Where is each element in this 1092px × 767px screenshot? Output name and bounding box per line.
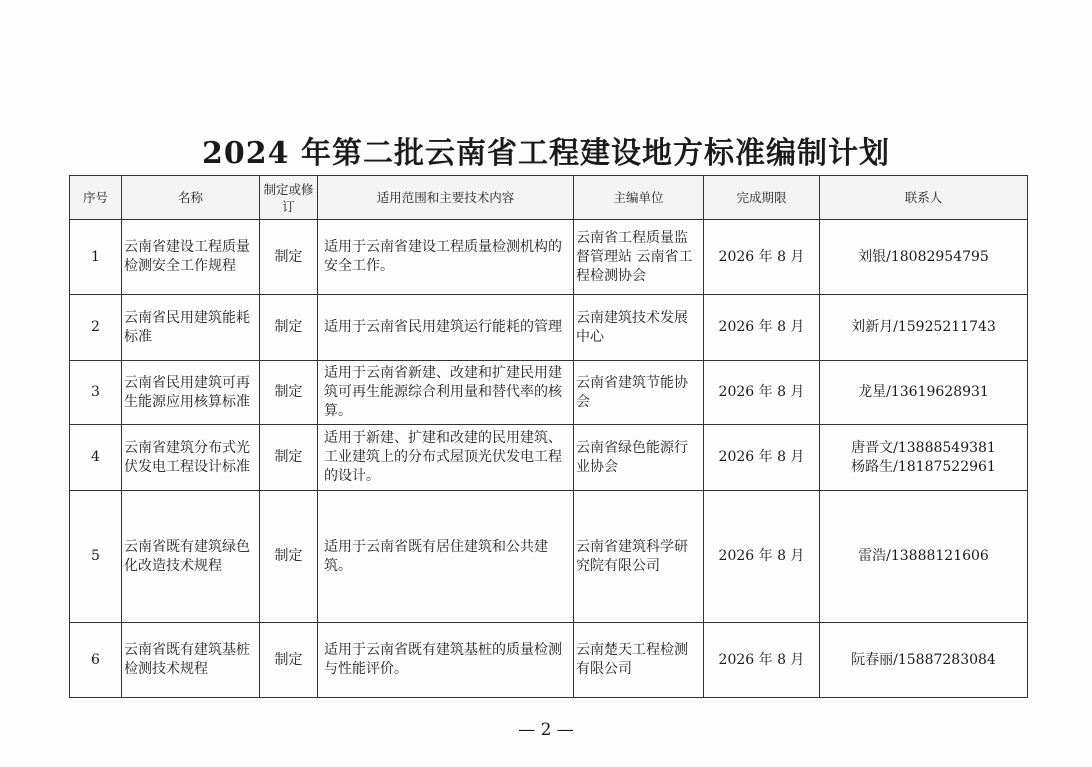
standard-scope: [318, 491, 574, 623]
standard-type: 制定: [260, 425, 318, 491]
table-row: [70, 623, 1028, 698]
header-name: 名称: [122, 176, 260, 220]
contact-line: 刘银/18082954795: [858, 248, 989, 265]
contact-line: 杨路生/18187522961: [851, 458, 996, 475]
standard-name: 云南省既有建筑绿色化改造技术规程: [122, 491, 260, 623]
scope-text: 适用于云南省建设工程质量检测机构的安全工作。: [324, 239, 562, 274]
contact: [820, 623, 1028, 698]
scope-text: 适用于云南省新建、改建和扩建民用建筑可再生能源综合利用量和替代率的核算。: [324, 365, 562, 419]
header-scope: 适用范围和主要技术内容: [318, 176, 574, 220]
standard-scope: [318, 361, 574, 425]
scope-text: 适用于云南省既有建筑基桩的质量检测与性能评价。: [324, 642, 562, 677]
standard-scope: [318, 295, 574, 361]
header-unit: 主编单位: [574, 176, 704, 220]
row-num: 2: [70, 295, 122, 361]
page-title: 2024 年第二批云南省工程建设地方标准编制计划: [202, 136, 890, 171]
header-deadline: 完成期限: [704, 176, 820, 220]
standard-scope: [318, 220, 574, 295]
contact: [820, 295, 1028, 361]
deadline: 2026 年 8 月: [704, 361, 820, 425]
standard-name: 云南省既有建筑基桩检测技术规程: [122, 623, 260, 698]
standards-plan-table: [69, 175, 1028, 698]
page-number: — 2 —: [518, 720, 574, 740]
contact: [820, 361, 1028, 425]
deadline: 2026 年 8 月: [704, 623, 820, 698]
chief-editor-unit: 云南楚天工程检测有限公司: [574, 623, 704, 698]
row-num: 5: [70, 491, 122, 623]
contact: [820, 491, 1028, 623]
standard-type: 制定: [260, 295, 318, 361]
chief-editor-unit: 云南省工程质量监督管理站 云南省工程检测协会: [574, 220, 704, 295]
table-row: [70, 361, 1028, 425]
contact-line: 刘新月/15925211743: [851, 319, 996, 335]
chief-editor-unit: 云南省建筑科学研究院有限公司: [574, 491, 704, 623]
scope-text: 适用于云南省民用建筑运行能耗的管理: [324, 319, 562, 335]
standard-name: 云南省建筑分布式光伏发电工程设计标准: [122, 425, 260, 491]
standard-type: 制定: [260, 623, 318, 698]
chief-editor-unit: 云南建筑技术发展中心: [574, 295, 704, 361]
deadline: 2026 年 8 月: [704, 425, 820, 491]
row-num: 6: [70, 623, 122, 698]
contact-line: 唐晋文/13888549381: [851, 439, 996, 456]
contact-line: 雷浩/13888121606: [858, 548, 989, 564]
scope-text: 适用于云南省既有居住建筑和公共建筑。: [324, 538, 548, 574]
header-num: 序号: [70, 176, 122, 220]
contact: [820, 425, 1028, 491]
row-num: 4: [70, 425, 122, 491]
chief-editor-unit: 云南省绿色能源行业协会: [574, 425, 704, 491]
header-contact: 联系人: [820, 176, 1028, 220]
standard-scope: [318, 425, 574, 491]
standard-name: 云南省民用建筑可再生能源应用核算标准: [122, 361, 260, 425]
row-num: 1: [70, 220, 122, 295]
contact-line: 阮春丽/15887283084: [851, 651, 996, 668]
contact: [820, 220, 1028, 295]
chief-editor-unit: 云南省建筑节能协会: [574, 361, 704, 425]
table-header-row: [70, 176, 1028, 220]
table-row: [70, 491, 1028, 623]
header-type: 制定或修订: [260, 176, 318, 220]
standard-type: 制定: [260, 491, 318, 623]
scope-text: 适用于新建、扩建和改建的民用建筑、工业建筑上的分布式屋顶光伏发电工程的设计。: [324, 430, 562, 484]
row-num: 3: [70, 361, 122, 425]
standard-type: 制定: [260, 220, 318, 295]
standard-name: 云南省建设工程质量检测安全工作规程: [122, 220, 260, 295]
table-row: [70, 425, 1028, 491]
contact-line: 龙星/13619628931: [858, 384, 989, 400]
table-row: [70, 295, 1028, 361]
standard-name: 云南省民用建筑能耗标准: [122, 295, 260, 361]
standard-scope: [318, 623, 574, 698]
deadline: 2026 年 8 月: [704, 220, 820, 295]
table-row: [70, 220, 1028, 295]
deadline: 2026 年 8 月: [704, 491, 820, 623]
standard-type: 制定: [260, 361, 318, 425]
deadline: 2026 年 8 月: [704, 295, 820, 361]
